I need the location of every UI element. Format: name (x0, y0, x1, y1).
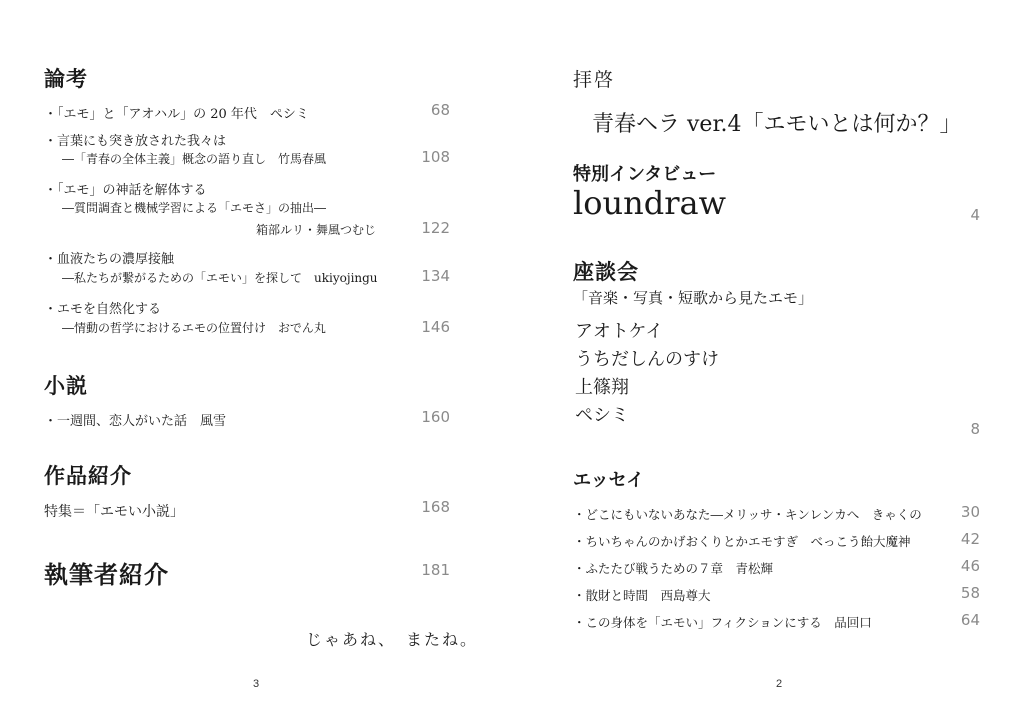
ronko-item-3-title: ・「エモ」の神話を解体する (44, 183, 207, 198)
zadankai-title: 「音楽・写真・短歌から見たエモ」 (573, 289, 814, 307)
interview-guest: loundraw (573, 184, 726, 222)
ronko-item-2-page: 108 (421, 148, 450, 166)
shosetsu-heading: 小説 (44, 374, 88, 398)
ronko-item-1-title: ・「エモ」と「アオハル」の 20 年代 ペシミ (44, 107, 309, 122)
essay-item-4-page: 58 (960, 584, 980, 602)
essay-item-1-title: ・どこにもいないあなた―メリッサ・キンレンカへ きゃくの (573, 507, 922, 522)
main-title: 青春ヘラ ver.4「エモいとは何か？」 (592, 112, 962, 137)
essay-item-2-page: 42 (960, 530, 980, 548)
right-folio: 2 (776, 678, 783, 690)
essay-item-5-title: ・この身体を「エモい」フィクションにする 品回口 (573, 615, 872, 630)
shippitsu-page: 181 (421, 561, 450, 579)
essay-item-5-page: 64 (960, 611, 980, 629)
zadankai-member-4: ペシミ (575, 405, 629, 426)
zadankai-member-1: アオトケイ (575, 321, 664, 342)
zadankai-member-3: 上篠翔 (575, 377, 629, 398)
ronko-item-3-page: 122 (421, 219, 450, 237)
ronko-item-2-subtitle: ―「青春の全体主義」概念の語り直し 竹馬春風 (50, 152, 327, 166)
essay-item-1-page: 30 (960, 503, 980, 521)
zadankai-heading: 座談会 (573, 260, 639, 284)
shippitsu-heading: 執筆者紹介 (44, 561, 169, 589)
shosetsu-item-1-page: 160 (421, 408, 450, 426)
closing-message: じゃあね、 またね。 (306, 630, 479, 649)
zadankai-member-2: うちだしんのすけ (575, 349, 719, 370)
essay-heading: エッセイ (573, 470, 645, 491)
haikei-heading: 拝啓 (573, 69, 616, 91)
ronko-item-5-title: ・エモを自然化する (44, 302, 162, 317)
essay-item-2-title: ・ちいちゃんのかげおくりとかエモすぎ べっこう飴大魔神 (573, 534, 911, 549)
ronko-item-5-page: 146 (421, 318, 450, 336)
shosetsu-item-1-title: ・一週間、恋人がいた話 風雪 (44, 414, 227, 429)
interview-heading: 特別インタビュー (573, 164, 717, 185)
interview-page: 4 (970, 206, 980, 224)
ronko-item-3-authors: 箱部ルリ・舞風つむじ (256, 223, 377, 237)
zadankai-page: 8 (970, 420, 980, 438)
essay-item-3-page: 46 (960, 557, 980, 575)
essay-item-4-title: ・散財と時間 西島尊大 (573, 588, 711, 603)
ronko-heading: 論考 (44, 67, 88, 91)
sakuhin-page: 168 (421, 498, 450, 516)
ronko-item-4-page: 134 (421, 267, 450, 285)
essay-item-3-title: ・ふたたび戦うための７章 青松輝 (573, 561, 774, 576)
sakuhin-heading: 作品紹介 (44, 464, 132, 488)
ronko-item-3-subtitle: ―質問調査と機械学習による「エモさ」の抽出― (50, 201, 327, 215)
ronko-item-4-title: ・血液たちの濃厚接触 (44, 252, 175, 267)
ronko-item-4-subtitle: ―私たちが繋がるための「エモい」を探して ukiyojingu (50, 271, 378, 285)
ronko-item-5-subtitle: ―情動の哲学におけるエモの位置付け おでん丸 (50, 321, 326, 335)
left-folio: 3 (253, 678, 260, 690)
ronko-item-1-page: 68 (430, 101, 450, 119)
sakuhin-label: 特集＝「エモい小説」 (44, 504, 184, 520)
ronko-item-2-title: ・言葉にも突き放された我々は (44, 134, 227, 149)
